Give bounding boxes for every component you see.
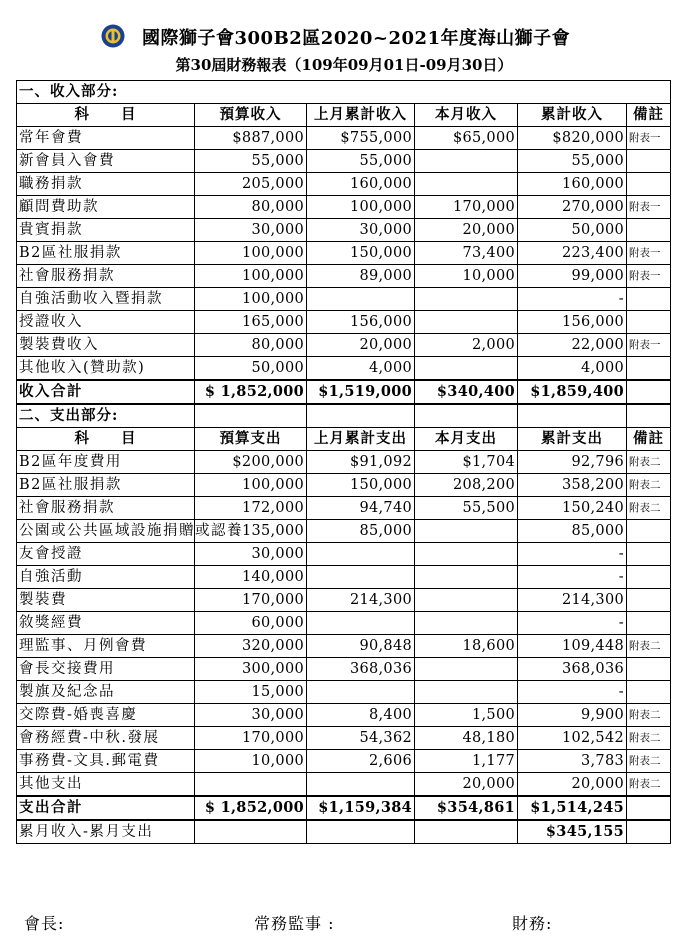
budget-cell: $200,000 [195, 451, 307, 474]
table-row [17, 219, 671, 242]
month-cell: $65,000 [415, 127, 518, 150]
table-row [17, 288, 671, 311]
prev-cell: 85,000 [307, 520, 415, 543]
report-title: 國際獅子會300B2區2020~2021年度海山獅子會 [142, 28, 571, 49]
table-row [17, 681, 671, 704]
note-cell [627, 612, 671, 635]
cum-cell: 99,000 [518, 265, 627, 288]
budget-cell: 100,000 [195, 288, 307, 311]
cum-cell: 223,400 [518, 242, 627, 265]
cum-cell: 9,900 [518, 704, 627, 727]
table-row [17, 566, 671, 589]
prev-cell: 368,036 [307, 658, 415, 681]
cum-cell: 368,036 [518, 658, 627, 681]
month-cell: 18,600 [415, 635, 518, 658]
table-row [17, 497, 671, 520]
cum-cell: - [518, 681, 627, 704]
cum-cell: - [518, 612, 627, 635]
budget-cell: 205,000 [195, 173, 307, 196]
item-name: 貴賓捐款 [17, 219, 195, 242]
note-cell: 附表二 [627, 773, 671, 797]
table-row [17, 543, 671, 566]
prev-cell: 214,300 [307, 589, 415, 612]
total-label: 收入合計 [17, 380, 195, 404]
table-row [17, 589, 671, 612]
cum-cell: 50,000 [518, 219, 627, 242]
month-cell: $340,400 [415, 380, 518, 404]
item-name: 理監事、月例會費 [17, 635, 195, 658]
prev-cell: 89,000 [307, 265, 415, 288]
budget-cell: $887,000 [195, 127, 307, 150]
month-cell [415, 566, 518, 589]
month-cell: 73,400 [415, 242, 518, 265]
table-row [17, 612, 671, 635]
expense-section-title: 二、支出部分: [17, 404, 195, 428]
income-section-title: 一、收入部分: [17, 81, 671, 104]
cum-cell: 150,240 [518, 497, 627, 520]
budget-cell: 55,000 [195, 150, 307, 173]
cum-cell: 3,783 [518, 750, 627, 773]
table-row [17, 334, 671, 357]
item-name: B2區社服捐款 [17, 474, 195, 497]
month-cell: 20,000 [415, 773, 518, 797]
table-row [17, 451, 671, 474]
month-cell [415, 173, 518, 196]
item-name: 顧問費助款 [17, 196, 195, 219]
note-cell: 附表一 [627, 334, 671, 357]
item-name: 其他支出 [17, 773, 195, 797]
cum-cell: 358,200 [518, 474, 627, 497]
budget-cell: 170,000 [195, 589, 307, 612]
month-cell [415, 612, 518, 635]
note-cell [627, 357, 671, 381]
column-header: 上月累計支出 [307, 428, 415, 451]
note-cell [627, 589, 671, 612]
month-cell: 48,180 [415, 727, 518, 750]
prev-cell: 2,606 [307, 750, 415, 773]
budget-cell: $ 1,852,000 [195, 796, 307, 820]
item-name: 友會授證 [17, 543, 195, 566]
lions-club-logo-icon [101, 24, 125, 48]
budget-cell: 300,000 [195, 658, 307, 681]
budget-cell: 140,000 [195, 566, 307, 589]
prev-cell [307, 543, 415, 566]
column-header: 科 目 [17, 104, 195, 127]
budget-cell [195, 773, 307, 797]
prev-cell: 54,362 [307, 727, 415, 750]
budget-cell: 100,000 [195, 474, 307, 497]
cum-cell: 92,796 [518, 451, 627, 474]
cum-cell: $1,859,400 [518, 380, 627, 404]
note-cell: 附表二 [627, 727, 671, 750]
month-cell: 1,177 [415, 750, 518, 773]
prev-cell: $91,092 [307, 451, 415, 474]
financial-report-table [16, 80, 671, 844]
month-cell: 10,000 [415, 265, 518, 288]
month-cell [415, 681, 518, 704]
note-cell [627, 681, 671, 704]
prev-cell: 100,000 [307, 196, 415, 219]
table-row [17, 357, 671, 381]
cum-cell: - [518, 566, 627, 589]
table-row [17, 704, 671, 727]
budget-cell: 30,000 [195, 219, 307, 242]
prev-cell: 94,740 [307, 497, 415, 520]
budget-cell: 50,000 [195, 357, 307, 381]
note-cell [627, 658, 671, 681]
item-name: 其他收入(贊助款) [17, 357, 195, 381]
note-cell: 附表一 [627, 242, 671, 265]
prev-cell: 8,400 [307, 704, 415, 727]
item-name: 常年會費 [17, 127, 195, 150]
income-section [17, 81, 671, 405]
prev-cell: 160,000 [307, 173, 415, 196]
month-cell [415, 288, 518, 311]
expense-section [17, 404, 671, 820]
prev-cell: 150,000 [307, 242, 415, 265]
item-name: 事務費-文具.郵電費 [17, 750, 195, 773]
balance-label: 累月收入-累月支出 [17, 820, 195, 844]
item-name: B2區社服捐款 [17, 242, 195, 265]
cum-cell: 160,000 [518, 173, 627, 196]
month-cell: $354,861 [415, 796, 518, 820]
prev-cell [307, 612, 415, 635]
table-row [17, 658, 671, 681]
income-total-row [17, 380, 671, 404]
table-row [17, 727, 671, 750]
month-cell: 170,000 [415, 196, 518, 219]
note-cell: 附表二 [627, 635, 671, 658]
cum-cell: 109,448 [518, 635, 627, 658]
note-cell [627, 173, 671, 196]
budget-cell: 165,000 [195, 311, 307, 334]
note-cell [627, 219, 671, 242]
table-row [17, 750, 671, 773]
month-cell: 20,000 [415, 219, 518, 242]
budget-cell: 100,000 [195, 242, 307, 265]
prev-cell: $1,519,000 [307, 380, 415, 404]
budget-cell: 10,000 [195, 750, 307, 773]
income-header-row [17, 104, 671, 127]
prev-cell: $1,159,384 [307, 796, 415, 820]
note-cell: 附表一 [627, 127, 671, 150]
balance-row [17, 820, 671, 844]
cum-cell: 270,000 [518, 196, 627, 219]
note-cell [627, 543, 671, 566]
column-header: 累計支出 [518, 428, 627, 451]
note-cell [627, 566, 671, 589]
balance-section [17, 820, 671, 844]
cum-cell: 214,300 [518, 589, 627, 612]
prev-cell: 4,000 [307, 357, 415, 381]
month-cell: 2,000 [415, 334, 518, 357]
table-row [17, 265, 671, 288]
column-header: 科 目 [17, 428, 195, 451]
budget-cell: 15,000 [195, 681, 307, 704]
item-name: 製旗及紀念品 [17, 681, 195, 704]
item-name: 交際費-婚喪喜慶 [17, 704, 195, 727]
note-cell [627, 520, 671, 543]
column-header: 備註 [627, 428, 671, 451]
item-name: 自強活動 [17, 566, 195, 589]
budget-cell: 80,000 [195, 196, 307, 219]
note-cell [627, 311, 671, 334]
prev-cell: 20,000 [307, 334, 415, 357]
item-name: 公園或公共區域設施捐贈或認養 [17, 520, 195, 543]
report-subtitle: 第30屆財務報表（109年09月01日-09月30日） [175, 56, 513, 74]
budget-cell: 60,000 [195, 612, 307, 635]
item-name: 會長交接費用 [17, 658, 195, 681]
table-row [17, 474, 671, 497]
cum-cell: $1,514,245 [518, 796, 627, 820]
table-row [17, 242, 671, 265]
month-cell [415, 543, 518, 566]
item-name: 會務經費-中秋.發展 [17, 727, 195, 750]
budget-cell: 30,000 [195, 704, 307, 727]
budget-cell: 320,000 [195, 635, 307, 658]
note-cell: 附表二 [627, 474, 671, 497]
note-cell: 附表一 [627, 265, 671, 288]
month-cell: 1,500 [415, 704, 518, 727]
month-cell [415, 150, 518, 173]
column-header: 備註 [627, 104, 671, 127]
item-name: 授證收入 [17, 311, 195, 334]
prev-cell [307, 288, 415, 311]
table-row [17, 635, 671, 658]
cum-cell: - [518, 288, 627, 311]
note-cell [627, 150, 671, 173]
month-cell [415, 658, 518, 681]
column-header: 預算收入 [195, 104, 307, 127]
cum-cell: $820,000 [518, 127, 627, 150]
balance-value: $345,155 [518, 820, 627, 844]
cum-cell: - [518, 543, 627, 566]
column-header: 預算支出 [195, 428, 307, 451]
item-name: 新會員入會費 [17, 150, 195, 173]
cum-cell: 55,000 [518, 150, 627, 173]
note-cell [627, 288, 671, 311]
column-header: 上月累計收入 [307, 104, 415, 127]
budget-cell: $ 1,852,000 [195, 380, 307, 404]
table-row [17, 173, 671, 196]
note-cell [627, 796, 671, 820]
cum-cell: 85,000 [518, 520, 627, 543]
note-cell: 附表二 [627, 451, 671, 474]
month-cell: 208,200 [415, 474, 518, 497]
note-cell [627, 380, 671, 404]
expense-header-row [17, 428, 671, 451]
president-signature: 會長: [24, 914, 65, 933]
prev-cell [307, 773, 415, 797]
prev-cell: 55,000 [307, 150, 415, 173]
note-cell: 附表二 [627, 750, 671, 773]
report-header [0, 0, 688, 78]
prev-cell [307, 566, 415, 589]
treasurer-signature: 財務: [512, 914, 553, 933]
cum-cell: 102,542 [518, 727, 627, 750]
item-name: 社會服務捐款 [17, 497, 195, 520]
column-header: 累計收入 [518, 104, 627, 127]
prev-cell: 90,848 [307, 635, 415, 658]
cum-cell: 20,000 [518, 773, 627, 797]
cum-cell: 22,000 [518, 334, 627, 357]
table-row [17, 773, 671, 797]
month-cell: $1,704 [415, 451, 518, 474]
budget-cell: 100,000 [195, 265, 307, 288]
item-name: 社會服務捐款 [17, 265, 195, 288]
prev-cell: 150,000 [307, 474, 415, 497]
note-cell: 附表一 [627, 196, 671, 219]
month-cell [415, 589, 518, 612]
budget-cell: 172,000 [195, 497, 307, 520]
prev-cell [307, 681, 415, 704]
month-cell [415, 520, 518, 543]
note-cell: 附表二 [627, 704, 671, 727]
total-label: 支出合計 [17, 796, 195, 820]
budget-cell: 80,000 [195, 334, 307, 357]
prev-cell: $755,000 [307, 127, 415, 150]
prev-cell: 156,000 [307, 311, 415, 334]
budget-cell: 30,000 [195, 543, 307, 566]
item-name: 自強活動收入暨捐款 [17, 288, 195, 311]
month-cell [415, 311, 518, 334]
cum-cell: 156,000 [518, 311, 627, 334]
table-row [17, 150, 671, 173]
column-header: 本月收入 [415, 104, 518, 127]
note-cell: 附表二 [627, 497, 671, 520]
budget-cell: 170,000 [195, 727, 307, 750]
prev-cell: 30,000 [307, 219, 415, 242]
item-name: 製裝費 [17, 589, 195, 612]
item-name: 敘獎經費 [17, 612, 195, 635]
item-name: 職務捐款 [17, 173, 195, 196]
table-row [17, 520, 671, 543]
month-cell: 55,500 [415, 497, 518, 520]
column-header: 本月支出 [415, 428, 518, 451]
table-row [17, 311, 671, 334]
item-name: 製裝費收入 [17, 334, 195, 357]
supervisor-signature: 常務監事 : [254, 914, 335, 933]
item-name: B2區年度費用 [17, 451, 195, 474]
budget-cell: 135,000 [195, 520, 307, 543]
table-row [17, 196, 671, 219]
table-row [17, 127, 671, 150]
cum-cell: 4,000 [518, 357, 627, 381]
expense-total-row [17, 796, 671, 820]
month-cell [415, 357, 518, 381]
